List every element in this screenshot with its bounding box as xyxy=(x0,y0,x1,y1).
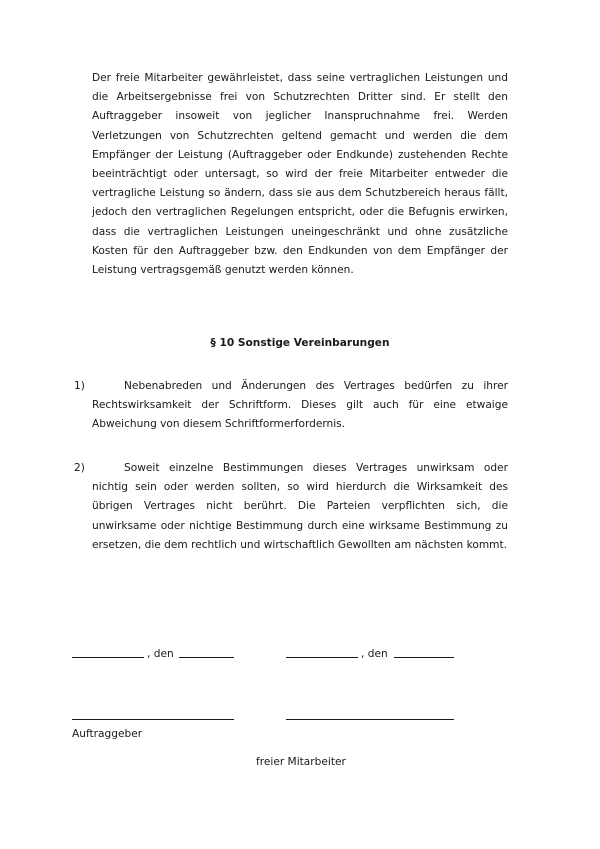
signature-party-left: Auftraggeber xyxy=(72,728,143,740)
signature-line-left xyxy=(72,719,234,720)
place-blank-left xyxy=(72,657,144,658)
date-blank-right xyxy=(394,657,454,658)
signature-party-right: freier Mitarbeiter xyxy=(256,756,346,768)
section-heading: § 10 Sonstige Vereinbarungen xyxy=(210,337,390,349)
list-item-text: Nebenabreden und Änderungen des Vertrages bedürfen zu ihrer Rechtswirksamkeit der Schriftform. Dieses gilt auch für eine etwaige Abweichung von diesem Schriftformerfordernis. xyxy=(92,380,508,431)
list-item-text: Soweit einzelne Bestimmungen dieses Vertrages unwirksam oder nichtig sein oder werden sollten, so wird hierdurch die Wirksamkeit des übrigen Vertrages nicht berührt. Die Parteien verpflichten sich, die unwirksame oder nichtige Bestimmung durch eine wirksame Bestimmung zu ersetzen, die dem rechtlich und wirtschaftlich Gewollten am nächsten kommt. xyxy=(92,462,508,551)
date-blank-left xyxy=(179,657,234,658)
list-item-number: 2) xyxy=(74,462,85,474)
paragraph-warranty: Der freie Mitarbeiter gewährleistet, dass seine vertraglichen Leistungen und die Arbeitsergebnisse frei von Schutzrechten Dritter sind. Er stellt den Auftraggeber insoweit von jeglicher Inanspruchnahme frei. Werden Verletzungen von Schutzrechten geltend gemacht und werden die dem Empfänger der Leistung (Auftraggeber oder Endkunde) zustehenden Rechte beeinträchtigt oder untersagt, so wird der freie Mitarbeiter entweder die vertragliche Leistung so ändern, dass sie aus dem Schutzbereich heraus fällt, jedoch den vertraglichen Regelungen entspricht, oder die Befugnis erwirken, dass die vertraglichen Leistungen uneingeschränkt und ohne zusätzliche Kosten für den Auftraggeber bzw. den Endkunden von dem Empfänger der Leistung vertragsgemäß genutzt werden können. xyxy=(92,72,508,277)
list-item-2 xyxy=(74,459,508,555)
list-item-1 xyxy=(74,377,508,435)
place-blank-right xyxy=(286,657,358,658)
date-label-right: , den xyxy=(361,648,388,660)
list-item-number: 1) xyxy=(74,380,85,392)
date-label-left: , den xyxy=(147,648,174,660)
signature-line-right xyxy=(286,719,454,720)
